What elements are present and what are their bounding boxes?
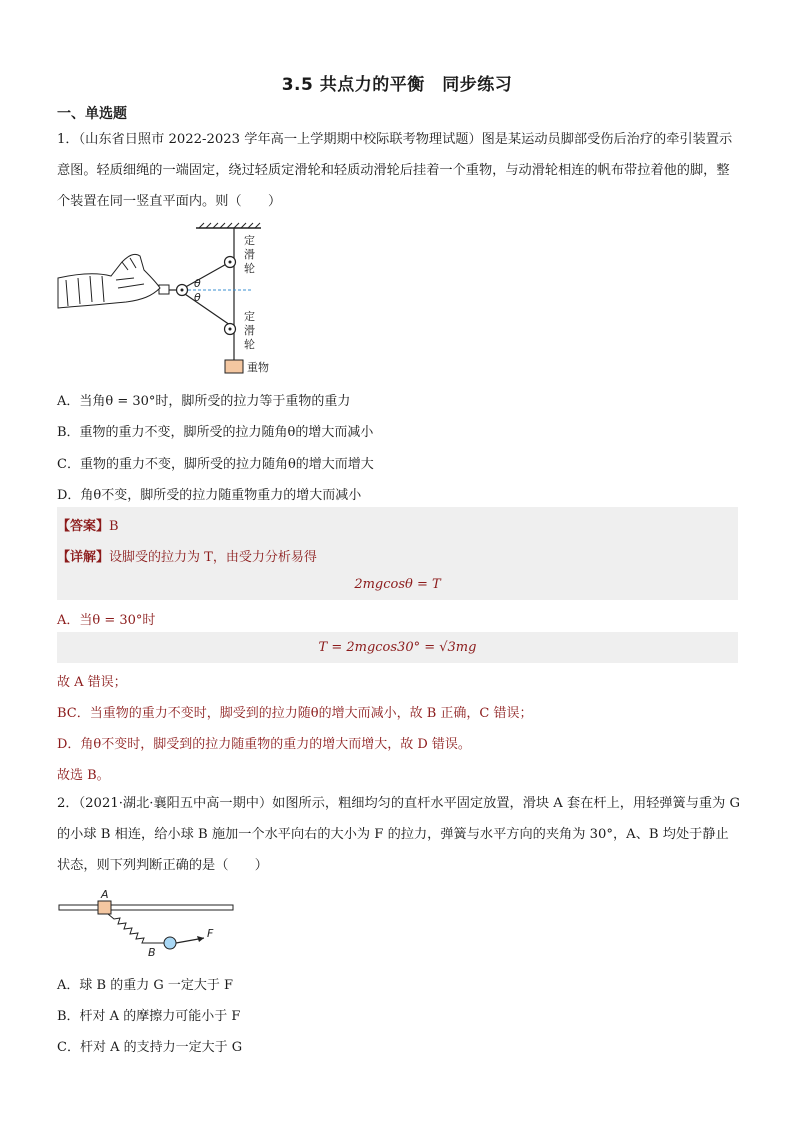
question-1-stem: 1．（山东省日照市 2022-2023 学年高一上学期期中校际联考物理试题）图是某运动员脚部受伤后治疗的牵引装置示意图。轻质细绳的一端固定，绕过轻质定滑轮和轻质动滑轮后挂着一个重物，与动滑轮相连的帆布带拉着他的脚，整个装置在同一竖直平面内。则（ ） [57,132,733,209]
horizontal-rod [59,905,233,910]
force-arrowhead [197,936,204,942]
answer-value: B [109,519,119,534]
question-2-stem: 2．（2021·湖北·襄阳五中高一期中）如图所示，粗细均匀的直杆水平固定放置，滑块 A 套在杆上，用轻弹簧与重为 G 的小球 B 相连，给小球 B 施加一个水平向右的大小为 F 的拉力，弹簧与水平方向的夹角为 30°，A、B 均处于静止状态，则下列判断正确的是（ ） [57,796,740,873]
top-pulley-label-3: 轮 [244,262,255,275]
angle-label-lower: θ [194,291,201,304]
step-bc: BC．当重物的重力不变时，脚受到的拉力随θ的增大而减小，故 B 正确，C 错误； [57,706,533,721]
detail-tag: 【详解】 [57,550,110,565]
rope-upper [182,262,230,289]
canvas-belt [159,285,169,294]
weight-label: 重物 [247,361,269,374]
rod-spring-figure [56,886,246,958]
angle-label-upper: θ [194,277,201,290]
detail-line [57,546,317,565]
q1-option-d: D．角θ不变，脚所受的拉力随重物重力的增大而减小 [57,488,362,503]
spring [108,914,164,943]
q2-option-a: A．球 B 的重力 G 一定大于 F [57,978,234,993]
page-title: 3.5 共点力的平衡 同步练习 [281,75,513,95]
top-pulley-label-1: 定 [244,234,255,247]
final-answer: 故选 B。 [57,768,110,783]
bottom-pulley-label-1: 定 [244,310,255,323]
section-heading: 一、单选题 [57,106,127,122]
conclusion-a: 故 A 错误； [57,675,127,690]
q1-option-b: B．重物的重力不变，脚所受的拉力随角θ的增大而减小 [57,425,374,440]
detail-text: 设脚受的拉力为 T，由受力分析易得 [109,550,317,565]
label-f: F [207,927,214,940]
q1-option-a: A．当角θ = 30°时，脚所受的拉力等于重物的重力 [57,394,351,409]
weight-block [225,360,243,373]
answer-line [57,515,119,534]
bottom-pulley-label-2: 滑 [244,324,255,337]
ball-b [164,937,176,949]
label-b: B [148,946,156,958]
movable-pulley [177,285,188,296]
q2-option-b: B．杆对 A 的摩擦力可能小于 F [57,1009,241,1024]
fixed-pulley-top [225,257,236,268]
answer-bar [57,507,738,538]
formula-2: T = 2mgcos30° = √3mg [318,640,477,655]
slider-a [98,901,111,914]
traction-device-figure [56,222,286,377]
q2-option-c: C．杆对 A 的支持力一定大于 G [57,1040,243,1055]
step-a: A．当θ = 30°时 [57,613,156,628]
bandaged-foot [58,254,160,308]
top-pulley-label-2: 滑 [244,248,255,261]
fixed-pulley-bottom [225,324,236,335]
q1-option-c: C．重物的重力不变，脚所受的拉力随角θ的增大而增大 [57,457,374,472]
rope-lower [182,292,230,325]
label-a: A [101,888,109,901]
answer-tag: 【答案】 [57,519,110,534]
step-d: D．角θ不变时，脚受到的拉力随重物的重力的增大而增大，故 D 错误。 [57,737,471,752]
bottom-pulley-label-3: 轮 [244,338,255,351]
formula-1: 2mgcosθ = T [354,577,441,592]
